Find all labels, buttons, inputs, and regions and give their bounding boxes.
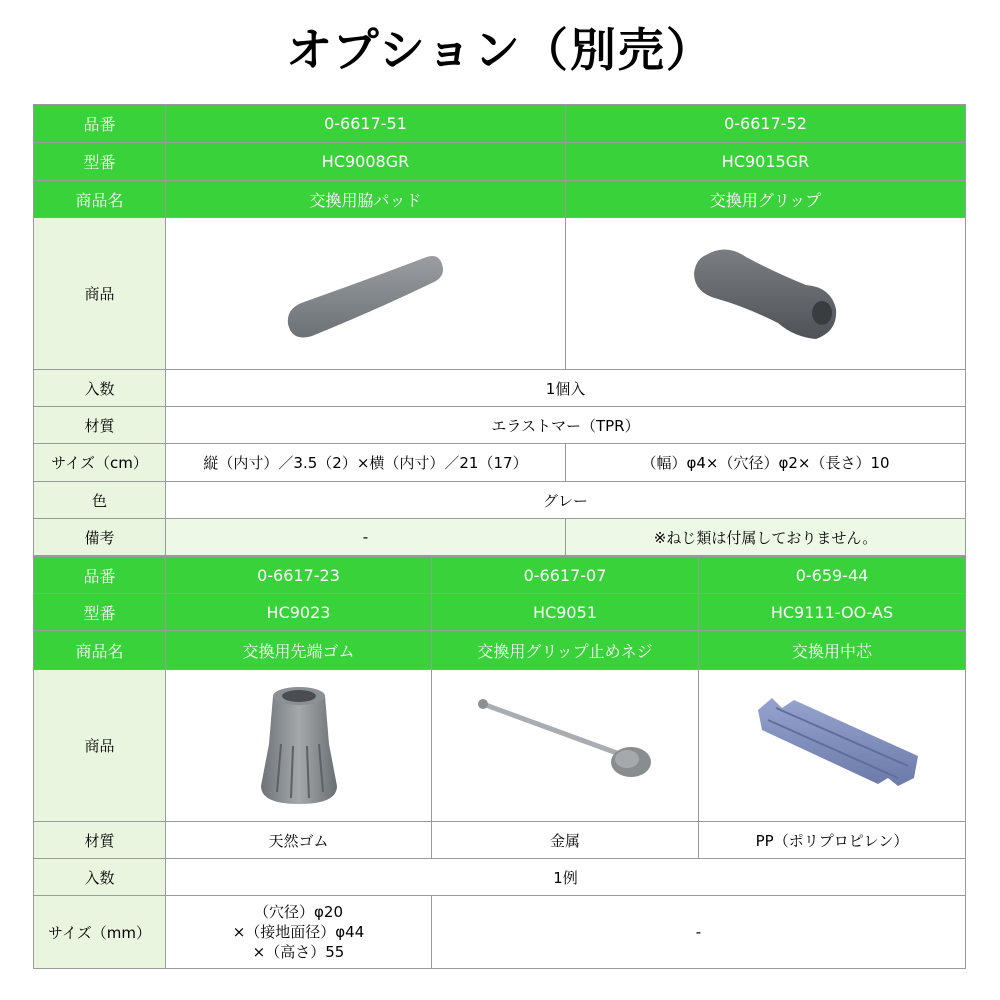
model-no-label: 型番	[34, 143, 166, 181]
part-no-row	[34, 105, 966, 143]
options-table-1	[33, 104, 966, 556]
product-label: 商品	[34, 218, 166, 370]
quantity-row	[34, 370, 966, 407]
model-no-label: 型番	[34, 594, 166, 631]
size-line: ×（接地面径）φ44	[232, 923, 365, 941]
remarks-label: 備考	[34, 519, 166, 556]
product-image-cell	[166, 670, 432, 822]
product-image-row	[34, 218, 966, 370]
color-cell: グレー	[166, 482, 966, 519]
quantity-cell: 1個入	[166, 370, 966, 407]
core-image	[722, 674, 942, 814]
product-name-cell: 交換用先端ゴム	[166, 631, 432, 670]
model-no-row	[34, 143, 966, 181]
material-cell: 金属	[432, 822, 699, 859]
page-title: オプション（別売）	[286, 23, 714, 77]
size-cell	[166, 896, 432, 969]
size-line: ×（高さ）55	[252, 943, 345, 961]
color-label: 色	[34, 482, 166, 519]
product-image-row	[34, 670, 966, 822]
product-name-row	[34, 181, 966, 218]
remarks-cell: ※ねじ類は付属しておりません。	[566, 519, 966, 556]
model-no-cell: HC9008GR	[166, 143, 566, 181]
product-name-row	[34, 631, 966, 670]
material-row	[34, 822, 966, 859]
product-name-cell: 交換用中芯	[699, 631, 966, 670]
size-cell: 縦（内寸）／3.5（2）×横（内寸）／21（17）	[166, 444, 566, 482]
material-label: 材質	[34, 407, 166, 444]
size-label: サイズ（mm）	[34, 896, 166, 969]
color-row	[34, 482, 966, 519]
product-name-cell: 交換用グリップ	[566, 181, 966, 218]
remarks-cell: -	[166, 519, 566, 556]
part-no-cell: 0-6617-07	[432, 557, 699, 594]
product-image-cell	[566, 218, 966, 370]
quantity-label: 入数	[34, 370, 166, 407]
material-cell: エラストマー（TPR）	[166, 407, 966, 444]
size-cell-other: -	[432, 896, 966, 969]
part-no-label: 品番	[34, 105, 166, 143]
part-no-cell: 0-6617-23	[166, 557, 432, 594]
product-name-label: 商品名	[34, 631, 166, 670]
size-row	[34, 444, 966, 482]
model-no-cell: HC9015GR	[566, 143, 966, 181]
quantity-row	[34, 859, 966, 896]
quantity-label: 入数	[34, 859, 166, 896]
model-no-cell: HC9023	[166, 594, 432, 631]
size-cell: （幅）φ4×（穴径）φ2×（長さ）10	[566, 444, 966, 482]
model-no-row	[34, 594, 966, 631]
product-image-cell	[432, 670, 699, 822]
model-no-cell: HC9111-OO-AS	[699, 594, 966, 631]
grip-image	[666, 227, 866, 357]
material-row	[34, 407, 966, 444]
part-no-label: 品番	[34, 557, 166, 594]
product-label: 商品	[34, 670, 166, 822]
part-no-cell: 0-659-44	[699, 557, 966, 594]
size-label: サイズ（cm）	[34, 444, 166, 482]
part-no-cell: 0-6617-52	[566, 105, 966, 143]
armpit-pad-image	[266, 232, 466, 352]
screw-image	[455, 674, 675, 814]
product-name-label: 商品名	[34, 181, 166, 218]
part-no-row	[34, 557, 966, 594]
material-cell: 天然ゴム	[166, 822, 432, 859]
product-name-cell: 交換用脇パッド	[166, 181, 566, 218]
remarks-row	[34, 519, 966, 556]
material-label: 材質	[34, 822, 166, 859]
product-image-cell	[699, 670, 966, 822]
model-no-cell: HC9051	[432, 594, 699, 631]
size-line: （穴径）φ20	[254, 903, 343, 921]
product-image-cell	[166, 218, 566, 370]
rubber-tip-image	[229, 674, 369, 814]
options-table-2	[33, 556, 966, 969]
material-cell: PP（ポリプロピレン）	[699, 822, 966, 859]
part-no-cell: 0-6617-51	[166, 105, 566, 143]
quantity-cell: 1例	[166, 859, 966, 896]
size-row	[34, 896, 966, 969]
product-name-cell: 交換用グリップ止めネジ	[432, 631, 699, 670]
